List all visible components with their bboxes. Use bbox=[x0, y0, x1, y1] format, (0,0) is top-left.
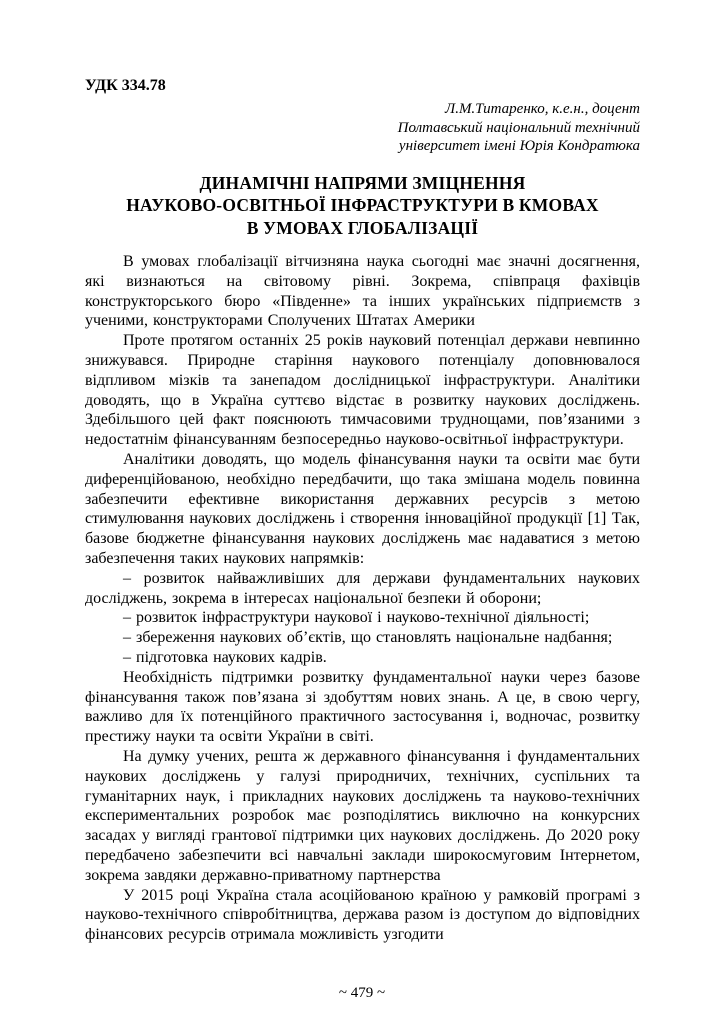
author-affiliation-line-1: Полтавський національний технічний bbox=[397, 119, 640, 136]
article-title bbox=[85, 172, 640, 240]
paragraph-4: Необхідність підтримки розвитку фундаментальної науки через базове фінансування також пов’язана зі здобуттям нових знань. А це, в свою чергу, важливо для їх потенційного практичного застосування і, водночас, розвитку престижу науки та освіти України в світі. bbox=[85, 668, 640, 746]
list-item-4: – підготовка наукових кадрів. bbox=[123, 648, 327, 666]
list-item-1: – розвиток найважливіших для держави фундаментальних наукових досліджень, зокрема в інтересах національної безпеки й оборони; bbox=[85, 569, 640, 607]
author-block bbox=[85, 100, 640, 156]
title-line-2: НАУКОВО-ОСВІТНЬОЇ ІНФРАСТРУКТУРИ В КМОВАХ bbox=[126, 195, 599, 215]
title-line-1: ДИНАМІЧНІ НАПРЯМИ ЗМІЦНЕННЯ bbox=[199, 172, 526, 193]
udc-code: УДК 334.78 bbox=[85, 77, 166, 94]
paragraph-6: У 2015 році Україна стала асоційованою країною у рамковій програмі з науково-технічного співробітництва, держава разом із доступом до відповідних фінансових ресурсів отримала можливість узгодити bbox=[85, 886, 640, 944]
paragraph-1: В умовах глобалізації вітчизняна наука сьогодні має значні досягнення, які визнаються на світовому рівні. Зокрема, співпраця фахівців конструкторського бюро «Південне» та інших українських підприємств з ученими, конструкторами Сполучених Штатах Америки bbox=[85, 253, 640, 330]
paragraph-5: На думку учених, решта ж державного фінансування і фундаментальних наукових досліджень у галузі природничих, технічних, суспільних та гуманітарних наук, і прикладних наукових досліджень та науково-технічних експериментальних розробок має розподілятись виключно на конкурсних засадах у вигляді грантової підтримки цих наукових досліджень. До 2020 року передбачено забезпечити всі навчальні заклади широкосмуговим Інтернетом, зокрема завдяки державно-приватному партнерства bbox=[85, 747, 640, 884]
list-item-3: – збереження наукових об’єктів, що становлять національне надбання; bbox=[123, 629, 613, 647]
author-name: Л.М.Титаренко, к.е.н., доцент bbox=[445, 101, 640, 117]
list-item-2: – розвиток інфраструктури наукової і науково-технічної діяльності; bbox=[123, 609, 590, 627]
paragraph-3: Аналітики доводять, що модель фінансування науки та освіти має бути диференційованою, необхідно передбачити, що така змішана модель повинна забезпечити ефективне використання державних ресурсів з метою стимулювання наукових досліджень і створення інноваційної продукції [1] Так, базове бюджетне фінансування наукових досліджень має надаватися з метою забезпечення таких наукових напрямків: bbox=[85, 450, 640, 567]
title-line-3: В УМОВАХ ГЛОБАЛІЗАЦІЇ bbox=[246, 217, 479, 238]
paragraph-2: Проте протягом останніх 25 років науковий потенціал держави невпинно знижувався. Природне старіння наукового потенціалу доповнювалося відпливом мізків та занепадом дослідницької інфраструктури. Аналітики доводять, що в Україна суттєво відстає в розвитку наукових досліджень. Здебільшого цей факт пояснюють тимчасовими труднощами, пов’язаними з недостатнім фінансуванням безпосередньо науково-освітньої інфраструктури. bbox=[85, 332, 640, 449]
author-affiliation-line-2: університет імені Юрія Кондратюка bbox=[398, 138, 640, 154]
page-number: ~ 479 ~ bbox=[338, 985, 386, 1001]
